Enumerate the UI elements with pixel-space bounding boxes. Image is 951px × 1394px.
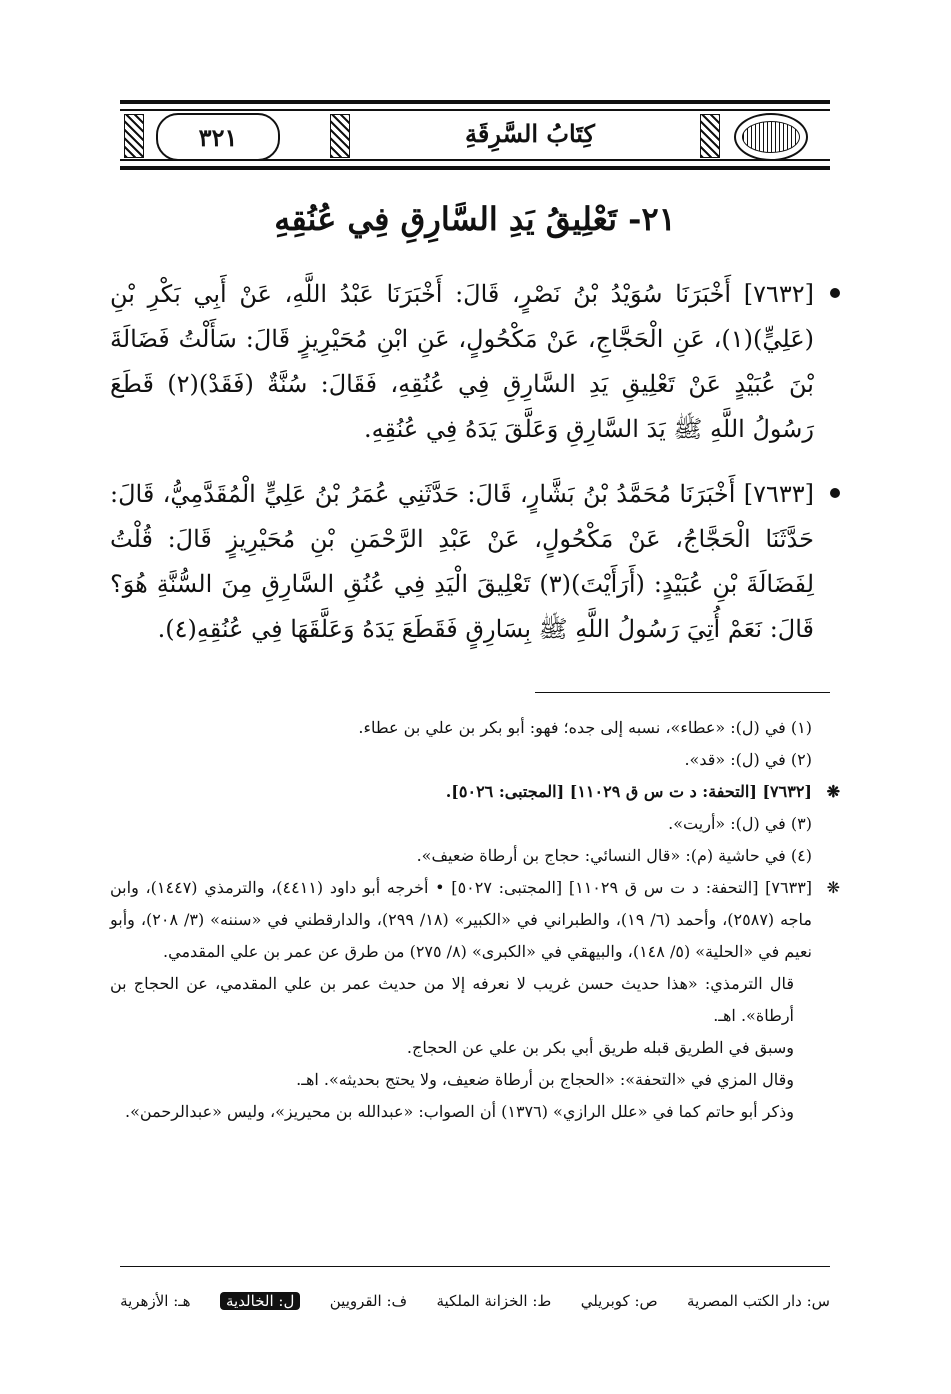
footnote: (١) في (ل): «عطاء»، نسبه إلى جده؛ فهو: أبو بكر بن علي بن عطاء. <box>358 718 812 737</box>
page-header <box>120 100 830 170</box>
footnotes <box>110 712 840 1128</box>
footnote: (٣) في (ل): «أريت». <box>668 814 812 833</box>
book-title: كِتَابُ السَّرِقَةِ <box>465 119 595 148</box>
hadith-paragraph <box>110 272 840 452</box>
commentary: وسبق في الطريق قبله طريق أبي بكر بن علي عن الحجاج. <box>406 1038 794 1057</box>
legend-item: ف: القرويين <box>329 1292 408 1310</box>
legend-item: س: دار الكتب المصرية <box>687 1292 830 1310</box>
page-number: ٣٢١ <box>198 122 238 152</box>
hadith-text: [٧٦٣٣] أَخْبَرَنَا مُحَمَّدُ بْنُ بَشَّارٍ، قَالَ: حَدَّثَنِي عُمَرُ بْنُ عَلِيٍّ الْمُقَدَّمِيُّ، قَالَ: حَدَّثَنَا الْحَجَّاجُ، عَنْ مَكْحُولٍ، عَنْ عَبْدِ الرَّحْمَنِ بْنِ مُحَيْرِيزٍ قَالَ: قُلْتُ لِفَضَالَةَ بْنِ عُبَيْدٍ: (أَرَأَيْتَ)(٣) تَعْلِيقَ الْيَدِ فِي عُنُقِ السَّارِقِ مِنَ السُّنَّةِ هُوَ؟ قَالَ: نَعَمْ أُتِيَ رَسُولُ اللَّهِ ﷺ بِسَارِقٍ فَقَطَعَ يَدَهُ وَعَلَّقَهَا فِي عُنُقِهِ(٤). <box>110 480 815 643</box>
ornament-center-left <box>330 114 350 156</box>
legend-divider <box>120 1266 830 1267</box>
star-icon: ❋ <box>826 782 840 801</box>
commentary: وقال المزي في «التحفة»: «الحجاج بن أرطاة ضعيف، ولا يحتج بحديثه». اهـ. <box>296 1070 794 1089</box>
footnote: (٤) في حاشية (م): «قال النسائي: حجاج بن أرطاة ضعيف». <box>416 846 812 865</box>
legend-item: ط: الخزانة الملكية <box>436 1292 552 1310</box>
takhrij-note <box>110 872 840 968</box>
takhrij-text: [٧٦٣٢] [التحفة: د ت س ق ١١٠٢٩] [المجتبى: ٥٠٢٦]. <box>445 782 812 801</box>
takhrij-text: [٧٦٣٣] [التحفة: د ت س ق ١١٠٢٩] [المجتبى: ٥٠٢٧] • أخرجه أبو داود (٤٤١١)، والترمذي (١٤٤٧)، وابن ماجه (٢٥٨٧)، وأحمد (٦/ ١٩)، والطبراني في «الكبير» (١٨/ ٢٩٩)، والدارقطني في «سننه» (٣/ ٢٠٨)، وأبو نعيم في «الحلية» (٥/ ١٤٨)، والبيهقي في «الكبرى» (٨/ ٢٧٥) من طرق عن عمر بن علي المقدمي. <box>110 878 813 961</box>
commentary: قال الترمذي: «هذا حديث حسن غريب لا نعرفه إلا من حديث عمر بن علي المقدمي، عن الحجاج بن أرطاة». اهـ. <box>110 974 794 1025</box>
main-text <box>110 272 840 672</box>
footnote-divider <box>535 692 830 693</box>
manuscript-legend <box>120 1292 830 1310</box>
ornament-left <box>124 114 144 156</box>
bullet-icon <box>830 488 840 498</box>
chapter-title: ٢١- تَعْلِيقُ يَدِ السَّارِقِ فِي عُنُقِهِ <box>274 200 676 238</box>
star-icon: ❋ <box>826 878 840 897</box>
legend-item: هـ: الأزهرية <box>120 1292 191 1310</box>
hadith-paragraph <box>110 472 840 652</box>
bullet-icon <box>830 288 840 298</box>
takhrij-note <box>110 776 840 808</box>
commentary: وذكر أبو حاتم كما في «علل الرازي» (١٣٧٦) أن الصواب: «عبدالله بن محيريز»، وليس «عبدالرحمن». <box>125 1102 794 1121</box>
hadith-text: [٧٦٣٢] أَخْبَرَنَا سُوَيْدُ بْنُ نَصْرٍ، قَالَ: أَخْبَرَنَا عَبْدُ اللَّهِ، عَنْ أَبِي بَكْرِ بْنِ (عَلِيٍّ)(١)، عَنِ الْحَجَّاجِ، عَنْ مَكْحُولٍ، عَنِ ابْنِ مُحَيْرِيزٍ قَالَ: سَأَلْتُ فَضَالَةَ بْنَ عُبَيْدٍ عَنْ تَعْلِيقِ يَدِ السَّارِقِ فِي عُنُقِهِ، فَقَالَ: سُنَّةٌ (فَقَدْ)(٢) قَطَعَ رَسُولُ اللَّهِ ﷺ يَدَ السَّارِقِ وَعَلَّقَ يَدَهُ فِي عُنُقِهِ. <box>110 280 814 443</box>
footnote: (٢) في (ل): «قد». <box>684 750 812 769</box>
page-number-box <box>156 113 280 161</box>
legend-item-highlighted: ل: الخالدية <box>220 1292 300 1310</box>
ornament-center-right <box>700 114 720 156</box>
publisher-logo-icon <box>734 113 808 161</box>
legend-item: ص: كوبريلي <box>580 1292 658 1310</box>
